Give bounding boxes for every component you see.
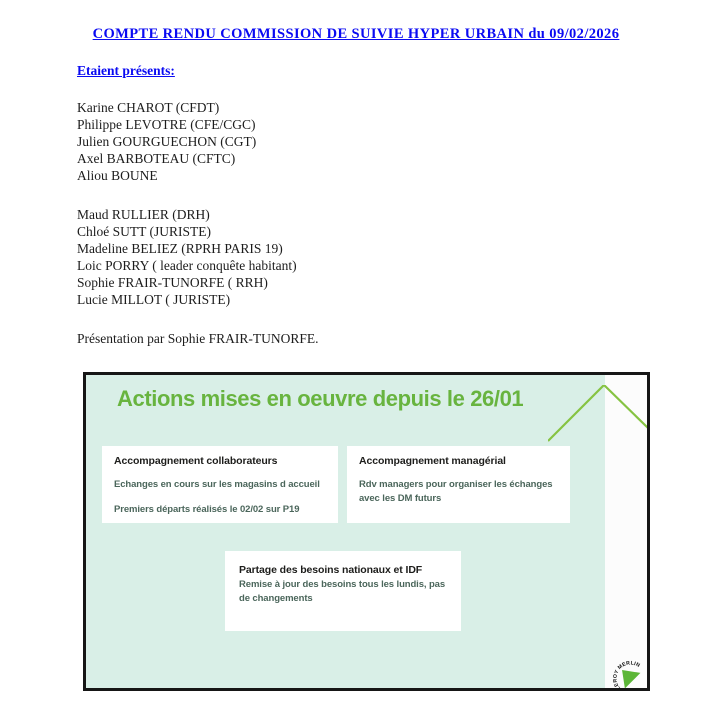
slide-title: Actions mises en oeuvre depuis le 26/01 [117,386,524,411]
attendee-list-unions [77,99,256,184]
attendee-line: Julien GOURGUECHON (CGT) [77,134,257,149]
card-accompagnement-collaborateurs [102,446,338,523]
svg-text:LEROY MERLIN: LEROY MERLIN [612,660,641,692]
document-title: COMPTE RENDU COMMISSION DE SUIVIE HYPER URBAIN du 09/02/2026 [92,26,620,42]
attendee-line: Chloé SUTT (JURISTE) [77,224,211,239]
attendee-line: Philippe LEVOTRE (CFE/CGC) [77,117,256,132]
slide-canvas [86,375,647,692]
leroy-merlin-logo-icon [607,655,647,692]
card-line: Premiers départs réalisés le 02/02 sur P19 [114,504,300,515]
card-heading: Partage des besoins nationaux et IDF [239,564,423,576]
card-partage-des-besoins [225,551,461,631]
attendee-line: Axel BARBOTEAU (CFTC) [77,151,236,166]
card-line: Rdv managers pour organiser les échanges avec les DM futurs [359,479,553,504]
embedded-slide-image[interactable] [83,372,650,691]
present-heading: Etaient présents: [77,63,175,78]
card-accompagnement-managerial [347,446,570,523]
attendee-list-management [77,206,297,308]
attendee-line: Sophie FRAIR-TUNORFE ( RRH) [77,275,268,290]
chevron-up-icon [548,385,647,443]
card-heading: Accompagnement collaborateurs [114,455,278,467]
attendee-line: Madeline BELIEZ (RPRH PARIS 19) [77,241,283,256]
attendee-line: Lucie MILLOT ( JURISTE) [77,292,231,307]
card-line: Echanges en cours sur les magasins d accueil [114,479,320,490]
attendee-line: Aliou BOUNE [77,168,158,183]
card-heading: Accompagnement managérial [359,455,506,467]
attendee-line: Karine CHAROT (CFDT) [77,100,220,115]
attendee-line: Maud RULLIER (DRH) [77,207,210,222]
card-line: Remise à jour des besoins tous les lundis, pas de changements [239,579,446,604]
presentation-note: Présentation par Sophie FRAIR-TUNORFE. [77,331,319,346]
attendee-line: Loic PORRY ( leader conquête habitant) [77,258,297,273]
